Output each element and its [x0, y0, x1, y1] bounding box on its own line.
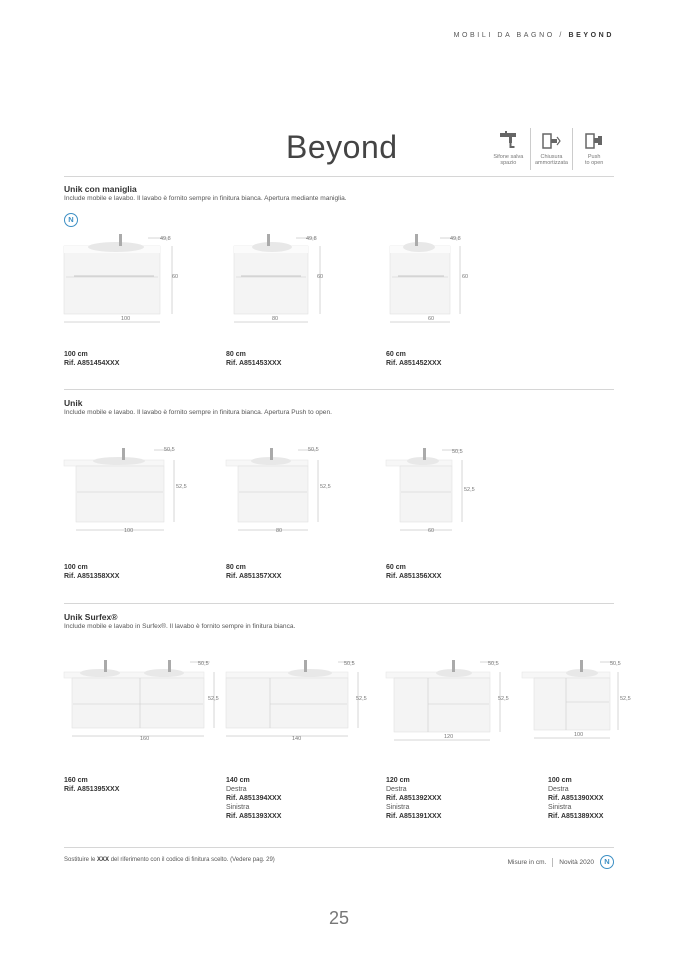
- dimension-width: 120: [444, 734, 454, 740]
- section-description: Include mobile e lavabo. Il lavabo è fornito sempre in finitura bianca. Apertura mediante maniglia.: [64, 195, 347, 202]
- product-image-unik-maniglia-80: [226, 232, 336, 332]
- feature-push-open: [572, 128, 615, 170]
- dimension-width: 100: [574, 732, 584, 738]
- siphon-icon: [497, 130, 519, 152]
- product-image-surfex-140: [226, 656, 376, 756]
- product-caption: [226, 350, 281, 368]
- product-ref: Rif. A851389XXX: [548, 813, 604, 820]
- product-caption: [386, 350, 441, 368]
- product-size: 120 cm: [386, 777, 410, 784]
- units-note: Misure in cm.: [507, 858, 547, 866]
- section-title: Unik con maniglia: [64, 184, 137, 194]
- dimension-height: 52,5: [320, 484, 331, 490]
- product-ref: Rif. A851394XXX: [226, 795, 282, 802]
- finish-code-note: [64, 857, 275, 863]
- footer-legend: [508, 855, 614, 869]
- dimension-width: 100: [121, 316, 131, 322]
- dimension-height: 52,5: [498, 696, 509, 702]
- dimension-width: 100: [124, 528, 134, 534]
- feature-label: Sifone salva: [493, 154, 524, 160]
- page-number: 25: [328, 908, 350, 928]
- dimension-width: 140: [292, 736, 302, 742]
- dimension-height: 52,5: [464, 487, 475, 493]
- dimension-width: 80: [272, 316, 279, 322]
- product-caption: [64, 563, 119, 581]
- product-size: 100 cm: [64, 564, 88, 571]
- dimension-depth: 50,5: [198, 661, 209, 667]
- dimension-width: 60: [428, 528, 435, 534]
- section-description: Include mobile e lavabo in Surfex®. Il lavabo è fornito sempre in finitura bianca.: [64, 623, 296, 630]
- feature-label: Push: [587, 154, 601, 160]
- feature-label: ammortizzata: [534, 160, 568, 166]
- product-ref: Rif. A851358XXX: [64, 573, 120, 580]
- dimension-height: 52,5: [208, 696, 219, 702]
- product-caption: [226, 776, 281, 821]
- feature-icons: [487, 128, 615, 170]
- product-ref: Rif. A851393XXX: [226, 813, 282, 820]
- product-ref: Rif. A851454XXX: [64, 360, 120, 367]
- dimension-depth: 50,5: [308, 447, 319, 453]
- page-title: Beyond: [286, 129, 398, 165]
- product-caption: [386, 776, 441, 821]
- feature-label: spazio: [500, 160, 517, 166]
- dimension-height: 52,5: [356, 696, 367, 702]
- note-pre: Sostituire le: [64, 857, 96, 863]
- product-caption: [64, 350, 119, 368]
- product-image-surfex-100: [522, 656, 632, 756]
- dimension-width: 80: [276, 528, 283, 534]
- dimension-height: 52,5: [176, 484, 187, 490]
- product-ref: Rif. A851390XXX: [548, 795, 604, 802]
- dimension-width: 60: [428, 316, 435, 322]
- product-side-left: Sinistra: [386, 804, 410, 811]
- divider: [64, 176, 614, 177]
- product-ref: Rif. A851392XXX: [386, 795, 442, 802]
- dimension-height: 60: [462, 274, 469, 280]
- divider: [64, 847, 614, 848]
- product-size: 100 cm: [64, 351, 88, 358]
- product-image-unik-maniglia-60: [386, 232, 486, 332]
- dimension-depth: 50,5: [610, 661, 621, 667]
- dimension-depth: 50,5: [452, 449, 463, 455]
- product-side-right: Destra: [226, 786, 247, 793]
- product-caption: [64, 776, 119, 794]
- dimension-height: 60: [317, 274, 324, 280]
- dimension-depth: 49,8: [306, 236, 317, 242]
- divider: [64, 603, 614, 604]
- product-ref: Rif. A851395XXX: [64, 786, 120, 793]
- note-post: del riferimento con il codice di finitura scelto. (Vedere pag. 29): [110, 857, 275, 863]
- feature-label: Chiusura: [540, 154, 563, 160]
- product-image-unik-80: [226, 444, 336, 544]
- legend-separator: [552, 858, 553, 867]
- dimension-width: 160: [140, 736, 150, 742]
- breadcrumb-section: MOBILI DA BAGNO /: [453, 32, 564, 39]
- product-caption: [386, 563, 441, 581]
- product-side-right: Destra: [386, 786, 407, 793]
- product-ref: Rif. A851356XXX: [386, 573, 442, 580]
- product-caption: [548, 776, 603, 821]
- note-code: XXX: [97, 857, 110, 863]
- product-caption: [226, 563, 281, 581]
- section-title: Unik: [64, 398, 83, 408]
- product-ref: Rif. A851453XXX: [226, 360, 282, 367]
- product-image-unik-100: [64, 444, 189, 544]
- new-badge: N: [600, 855, 614, 869]
- new-badge: N: [64, 213, 78, 227]
- product-ref: Rif. A851357XXX: [226, 573, 282, 580]
- dimension-depth: 49,8: [160, 236, 171, 242]
- divider: [64, 389, 614, 390]
- product-image-unik-maniglia-100: [64, 232, 189, 332]
- product-image-surfex-120: [386, 656, 521, 756]
- product-size: 80 cm: [226, 351, 246, 358]
- product-side-left: Sinistra: [548, 804, 572, 811]
- new-label: Novità 2020: [559, 858, 594, 866]
- dimension-height: 52,5: [620, 696, 631, 702]
- soft-close-icon: [540, 130, 562, 152]
- dimension-depth: 50,5: [164, 447, 175, 453]
- product-size: 100 cm: [548, 777, 572, 784]
- product-image-unik-60: [386, 444, 486, 544]
- push-open-icon: [583, 130, 605, 152]
- product-size: 80 cm: [226, 564, 246, 571]
- product-size: 60 cm: [386, 564, 406, 571]
- dimension-depth: 50,5: [344, 661, 355, 667]
- product-size: 140 cm: [226, 777, 250, 784]
- product-side-right: Destra: [548, 786, 569, 793]
- dimension-depth: 49,8: [450, 236, 461, 242]
- breadcrumb-collection: BEYOND: [568, 32, 614, 39]
- product-ref: Rif. A851391XXX: [386, 813, 442, 820]
- dimension-height: 60: [172, 274, 179, 280]
- product-side-left: Sinistra: [226, 804, 250, 811]
- product-size: 160 cm: [64, 777, 88, 784]
- section-description: Include mobile e lavabo. Il lavabo è fornito sempre in finitura bianca. Apertura Push to open.: [64, 409, 332, 416]
- section-title: Unik Surfex®: [64, 612, 118, 622]
- breadcrumb: [454, 32, 614, 39]
- product-ref: Rif. A851452XXX: [386, 360, 442, 367]
- product-size: 60 cm: [386, 351, 406, 358]
- feature-siphon: [487, 128, 530, 170]
- dimension-depth: 50,5: [488, 661, 499, 667]
- feature-soft-close: [530, 128, 573, 170]
- feature-label: to open: [584, 160, 604, 166]
- product-image-surfex-160: [64, 656, 219, 756]
